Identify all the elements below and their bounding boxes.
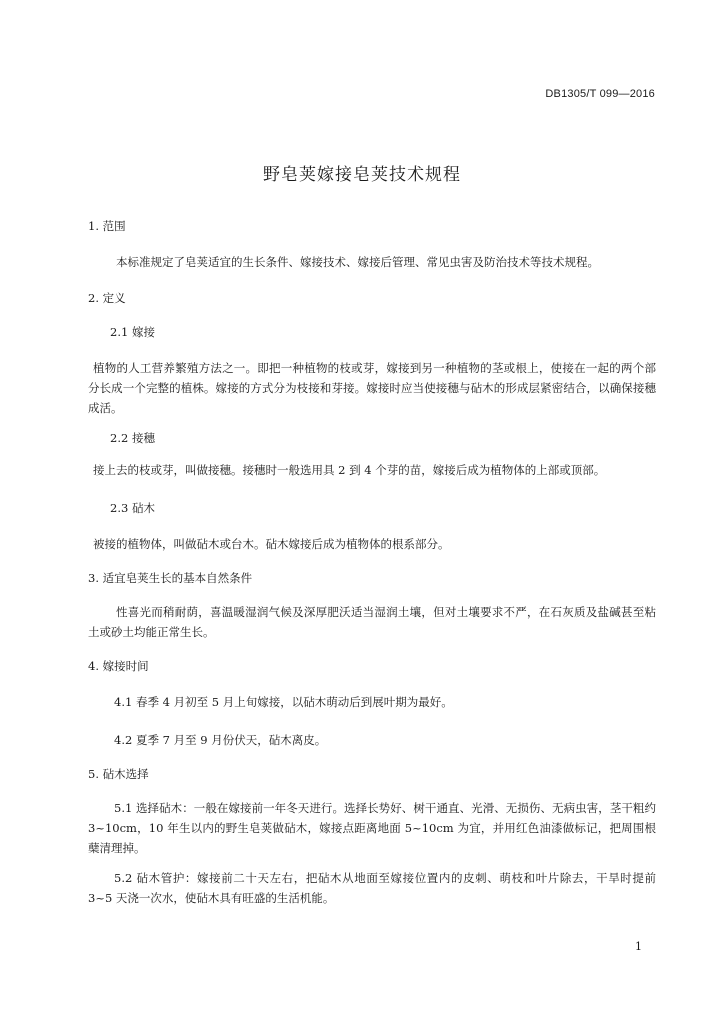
list-item-rootstock-care: 5.2 砧木管护：嫁接前二十天左右，把砧木从地面至嫁接位置内的皮刺、萌枝和叶片除去，干旱时提前 3~5 天浇一次水，使砧木具有旺盛的生活机能。 (88, 871, 656, 905)
section-paragraph-conditions: 性喜光而稍耐荫，喜温暖湿润气候及深厚肥沃适当湿润土壤，但对土壤要求不严，在石灰质及盐碱甚至粘土或砂土均能正常生长。 (88, 605, 656, 639)
section-heading-timing: 4. 嫁接时间 (88, 659, 149, 673)
list-item-timing-spring: 4.1 春季 4 月初至 5 月上旬嫁接，以砧木萌动后到展叶期为最好。 (114, 695, 453, 709)
document-title: 野皂荚嫁接皂荚技术规程 (263, 165, 461, 185)
subsection-heading-rootstock: 2.3 砧木 (110, 501, 155, 515)
document-code: DB1305/T 099—2016 (545, 88, 655, 100)
section-heading-scope: 1. 范围 (88, 219, 126, 233)
section-paragraph-scope: 本标准规定了皂荚适宜的生长条件、嫁接技术、嫁接后管理、常见虫害及防治技术等技术规程。 (116, 255, 599, 269)
subsection-heading-scion: 2.2 接穗 (110, 431, 155, 445)
list-item-select-rootstock: 5.1 选择砧木：一般在嫁接前一年冬天进行。选择长势好、树干通直、光滑、无损伤、无病虫害，茎干粗约 3~10cm，10 年生以内的野生皂荚做砧木，嫁接点距离地面 5~10cm 为宜，并用红色油漆做标记，把周围根蘖清理掉。 (88, 801, 656, 855)
subsection-paragraph-rootstock: 被接的植物体，叫做砧木或台木。砧木嫁接后成为植物体的根系部分。 (93, 537, 450, 551)
section-heading-rootstock-selection: 5. 砧木选择 (88, 767, 149, 781)
subsection-paragraph-scion: 接上去的枝或芽，叫做接穗。接穗时一般选用具 2 到 4 个芽的苗，嫁接后成为植物体的上部或顶部。 (93, 463, 606, 477)
subsection-paragraph-grafting: 植物的人工营养繁殖方法之一。即把一种植物的枝或芽，嫁接到另一种植物的茎或根上，使接在一起的两个部分长成一个完整的植株。嫁接的方式分为枝接和芽接。嫁接时应当使接穗与砧木的形成层紧密结合，以确保接穗成活。 (88, 361, 656, 415)
section-heading-definitions: 2. 定义 (88, 291, 126, 305)
section-heading-conditions: 3. 适宜皂荚生长的基本自然条件 (88, 571, 253, 585)
page-number: 1 (635, 940, 642, 953)
subsection-heading-grafting: 2.1 嫁接 (110, 325, 155, 339)
list-item-timing-summer: 4.2 夏季 7 月至 9 月份伏天，砧木离皮。 (114, 733, 327, 747)
